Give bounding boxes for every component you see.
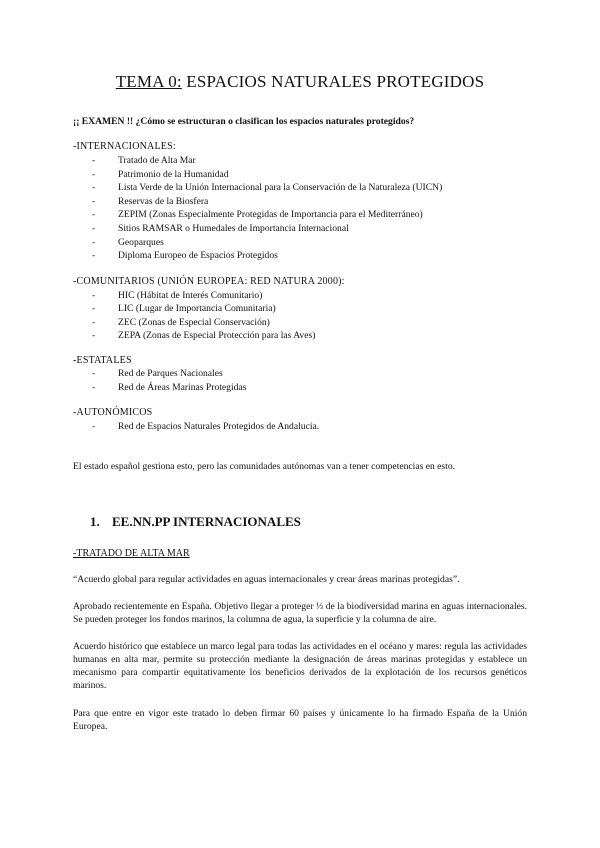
paragraph: Acuerdo histórico que establece un marco legal para todas las actividades en el océano y mares: regula las actividades humanas en alta mar, permite su protección mediante la designación de áreas marinas protegidas y establece un mecanismo para compartir equitativamente los beneficios derivados de la explotación de los recursos genéticos marinos. (73, 641, 527, 691)
section-heading-autonomicos: -AUTONÓMICOS (73, 407, 153, 418)
list-item (92, 303, 276, 314)
list-dash: - (92, 290, 96, 301)
list-item (92, 317, 270, 328)
list-item (92, 250, 278, 261)
list-item (92, 237, 164, 248)
section-heading-estatales: -ESTATALES (73, 355, 132, 366)
list-dash: - (92, 250, 96, 261)
list-item-text: LIC (Lugar de Importancia Comunitaria) (118, 303, 276, 314)
list-item-text: Sitios RAMSAR o Humedales de Importancia Internacional (118, 223, 349, 234)
list-item-text: Red de Espacios Naturales Protegidos de Andalucía. (118, 421, 320, 432)
exam-question: ¡¡ EXAMEN !! ¿Cómo se estructuran o clasifican los espacios naturales protegidos? (73, 116, 415, 127)
list-dash: - (92, 223, 96, 234)
title-text: ESPACIOS NATURALES PROTEGIDOS (181, 72, 485, 91)
list-item-text: Patrimonio de la Humanidad (118, 169, 229, 180)
list-item-text: ZEPIM (Zonas Especialmente Protegidas de Importancia para el Mediterráneo) (118, 209, 423, 220)
list-item-text: Tratado de Alta Mar (118, 155, 196, 166)
subheading-tratado: -TRATADO DE ALTA MAR (73, 548, 190, 559)
heading-number: 1. (90, 514, 100, 529)
list-dash: - (92, 196, 96, 207)
section-heading-internacionales: -INTERNACIONALES: (73, 141, 176, 152)
list-item (92, 155, 196, 166)
list-item-text: Red de Parques Nacionales (118, 368, 223, 379)
heading-text: EE.NN.PP INTERNACIONALES (112, 514, 301, 529)
list-dash: - (92, 330, 96, 341)
list-item (92, 182, 442, 193)
list-item (92, 382, 246, 393)
list-dash: - (92, 237, 96, 248)
list-dash: - (92, 182, 96, 193)
list-item (92, 368, 223, 379)
list-dash: - (92, 303, 96, 314)
section-heading-1 (90, 514, 301, 530)
list-dash: - (92, 169, 96, 180)
page-title (0, 72, 600, 92)
list-item (92, 196, 208, 207)
summary-text: El estado español gestiona esto, pero las comunidades autónomas van a tener competencias en esto. (73, 461, 456, 472)
list-dash: - (92, 382, 96, 393)
list-dash: - (92, 155, 96, 166)
section-heading-comunitarios: -COMUNITARIOS (UNIÓN EUROPEA: RED NATURA 2000): (73, 276, 345, 287)
list-item-text: Reservas de la Biosfera (118, 196, 209, 207)
list-item-text: ZEC (Zonas de Especial Conservación) (118, 317, 270, 328)
list-item (92, 209, 423, 220)
list-item-text: Diploma Europeo de Espacios Protegidos (118, 250, 278, 261)
list-item (92, 223, 349, 234)
list-item-text: Lista Verde de la Unión Internacional para la Conservación de la Naturaleza (UICN) (118, 182, 443, 193)
list-dash: - (92, 209, 96, 220)
list-item (92, 421, 319, 432)
paragraph: “Acuerdo global para regular actividades en aguas internacionales y crear áreas marinas protegidas”. (73, 574, 460, 585)
title-prefix: TEMA 0: (115, 72, 182, 91)
list-item-text: Geoparques (118, 237, 164, 248)
list-dash: - (92, 421, 96, 432)
list-item-text: HIC (Hábitat de Interés Comunitario) (118, 290, 263, 301)
list-item (92, 169, 229, 180)
list-item (92, 290, 262, 301)
list-item-text: Red de Áreas Marinas Protegidas (118, 382, 247, 393)
list-dash: - (92, 368, 96, 379)
list-item-text: ZEPA (Zonas de Especial Protección para las Aves) (118, 330, 316, 341)
list-dash: - (92, 317, 96, 328)
paragraph: Aprobado recientemente en España. Objetivo llegar a proteger ⅓ de la biodiversidad marina en aguas internacionales. Se pueden proteger los fondos marinos, la columna de agua, la superficie y la columna de aire. (73, 601, 527, 625)
paragraph: Para que entre en vigor este tratado lo deben firmar 60 países y únicamente lo ha firmado España de la Unión Europea. (73, 708, 527, 732)
list-item (92, 330, 315, 341)
